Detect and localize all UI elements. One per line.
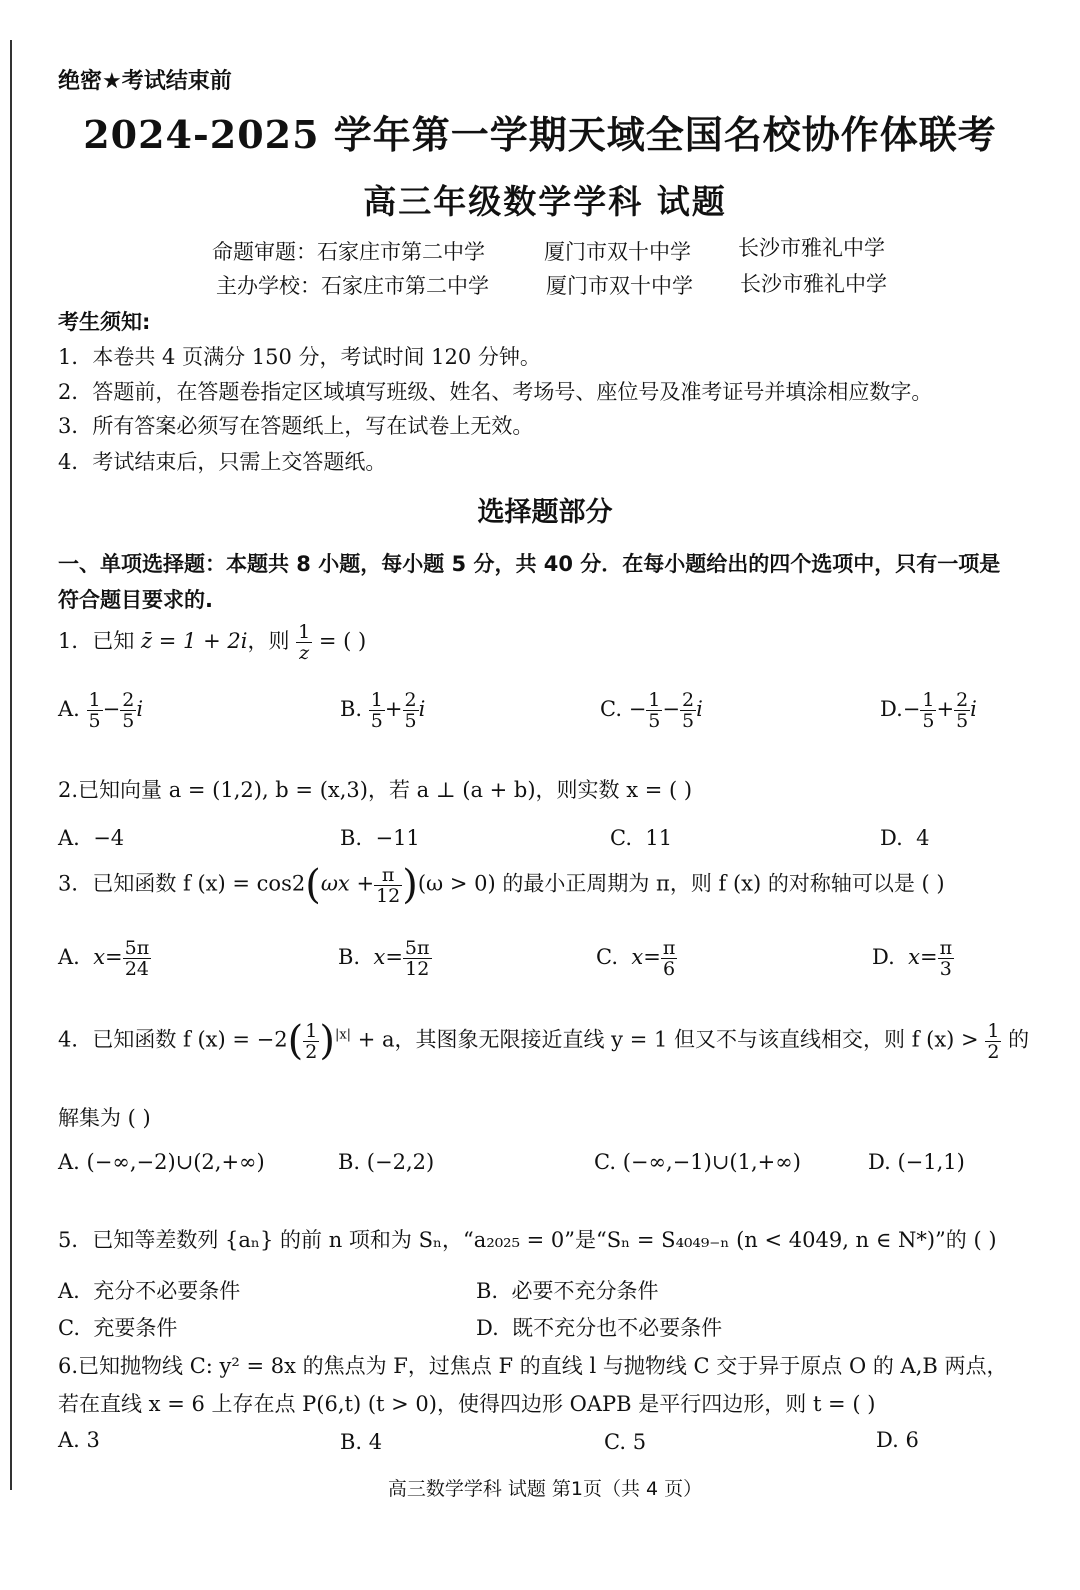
q1-mid: ，则 (247, 629, 297, 653)
question-1 (58, 622, 366, 663)
q4-option-c[interactable]: C. (−∞,−1)∪(1,+∞) (594, 1150, 801, 1174)
q5-option-a[interactable]: A. 充分不必要条件 (58, 1279, 241, 1303)
confidential-label: 绝密★考试结束前 (58, 69, 232, 94)
q1-option-d[interactable]: D.− $\frac{1}{5}$ + $\frac{2}{5}$ i (880, 689, 977, 732)
q1-prefix: 1．已知 (58, 629, 142, 653)
notice-item-2: 2．答题前，在答题卷指定区域填写班级、姓名、考场号、座位号及准考证号并填涂相应数字。 (58, 380, 933, 404)
question-6-line2: 若在直线 x = 6 上存在点 P(6,t) (t > 0)，使得四边形 OAPB 是平行四边形，则 t = ( ) (58, 1392, 876, 1416)
q6-option-d[interactable]: D. 6 (876, 1428, 919, 1452)
school-1: 石家庄市第二中学 (317, 240, 485, 264)
q4-option-b[interactable]: B. (−2,2) (338, 1150, 435, 1174)
school-3: 长沙市雅礼中学 (738, 236, 885, 260)
q5-option-c[interactable]: C. 充要条件 (58, 1316, 178, 1340)
q6-option-c[interactable]: C. 5 (604, 1430, 647, 1454)
question-4: 4．已知函数 f (x) = −2( $\frac{1}{2}$ )$^{|x|}$ + a，其图象无限接近直线 y = 1 但又不与该直线相交，则 f (x) > $\frac{1}{2}$ 的 (58, 1018, 1030, 1064)
page-footer: 高三数学学科 试题 第1页（共 4 页） (387, 1478, 703, 1500)
q6-option-b[interactable]: B. 4 (340, 1430, 383, 1454)
part1-instruction-line2: 符合题目要求的. (58, 588, 213, 612)
question-3: 3．已知函数 f (x) = cos2(ωx + $\frac{\pi}{12}$ )(ω > 0) 的最小正周期为 π，则 f (x) 的对称轴可以是 ( ) (58, 862, 945, 908)
q3-option-d[interactable]: D. x= $\frac{\pi}{3}$ (872, 937, 953, 980)
q2-option-a[interactable]: A. −4 (58, 826, 125, 850)
section-title: 选择题部分 (477, 497, 613, 528)
notice-item-4: 4．考试结束后，只需上交答题纸。 (58, 450, 387, 474)
question-5: 5．已知等差数列 {aₙ} 的前 n 项和为 Sₙ，“a₂₀₂₅ = 0”是“Sₙ = S₄₀₄₉₋ₙ (n < 4049, n ∈ N*)”的 ( ) (58, 1228, 997, 1252)
q1-tail: = ( ) (312, 629, 367, 653)
page-margin-line (10, 40, 12, 1490)
q2-option-c[interactable]: C. 11 (610, 826, 673, 850)
host-label: 主办学校： (216, 274, 321, 298)
exam-title: 2024-2025 学年第一学期天域全国名校协作体联考 (83, 112, 997, 157)
q6-option-a[interactable]: A. 3 (58, 1428, 100, 1452)
question-4-line2: 解集为 ( ) (58, 1106, 151, 1130)
q4-option-d[interactable]: D. (−1,1) (868, 1150, 965, 1174)
q5-option-b[interactable]: B. 必要不充分条件 (476, 1279, 659, 1303)
q2-option-d[interactable]: D. 4 (880, 826, 930, 850)
part1-instruction-line1: 一、单项选择题：本题共 8 小题，每小题 5 分，共 40 分．在每小题给出的四个选项中，只有一项是 (58, 552, 1001, 576)
q3-option-b[interactable]: B. x= $\frac{5\pi}{12}$ (338, 937, 430, 980)
notice-heading: 考生须知: (58, 310, 151, 334)
question-2: 2.已知向量 a = (1,2), b = (x,3)，若 a ⊥ (a + b)，则实数 x = ( ) (58, 778, 693, 802)
q4-option-a[interactable]: A. (−∞,−2)∪(2,+∞) (58, 1150, 265, 1174)
q1-option-a[interactable]: A. $\frac{1}{5}$ − $\frac{2}{5}$ i (58, 689, 144, 732)
proposer-row (212, 236, 485, 266)
q5-option-d[interactable]: D. 既不充分也不必要条件 (476, 1316, 723, 1340)
notice-item-1: 1．本卷共 4 页满分 150 分，考试时间 120 分钟。 (58, 345, 541, 369)
q1-condition: z̄ = 1 + 2i (141, 629, 248, 653)
q3-option-a[interactable]: A. x= $\frac{5\pi}{24}$ (58, 937, 150, 980)
host-school-3: 长沙市雅礼中学 (740, 272, 887, 296)
question-6-line1: 6.已知抛物线 C: y² = 8x 的焦点为 F，过焦点 F 的直线 l 与抛物线 C 交于异于原点 O 的 A,B 两点， (58, 1354, 1008, 1378)
q3-option-c[interactable]: C. x= $\frac{\pi}{6}$ (596, 937, 676, 980)
notice-item-3: 3．所有答案必须写在答题纸上，写在试卷上无效。 (58, 414, 534, 438)
q2-option-b[interactable]: B. −11 (340, 826, 420, 850)
proposer-label: 命题审题： (212, 240, 317, 264)
host-row (216, 270, 489, 300)
q1-option-b[interactable]: B. $\frac{1}{5}$ + $\frac{2}{5}$ i (340, 689, 426, 732)
host-school-1: 石家庄市第二中学 (321, 274, 489, 298)
q1-fraction: $\frac{1}{z}$ (298, 621, 311, 664)
host-school-2: 厦门市双十中学 (546, 274, 693, 298)
q1-option-c[interactable]: C. − $\frac{1}{5}$ − $\frac{2}{5}$ i (600, 689, 703, 732)
school-2: 厦门市双十中学 (544, 240, 691, 264)
exam-subtitle: 高三年级数学学科 试题 (363, 182, 727, 221)
